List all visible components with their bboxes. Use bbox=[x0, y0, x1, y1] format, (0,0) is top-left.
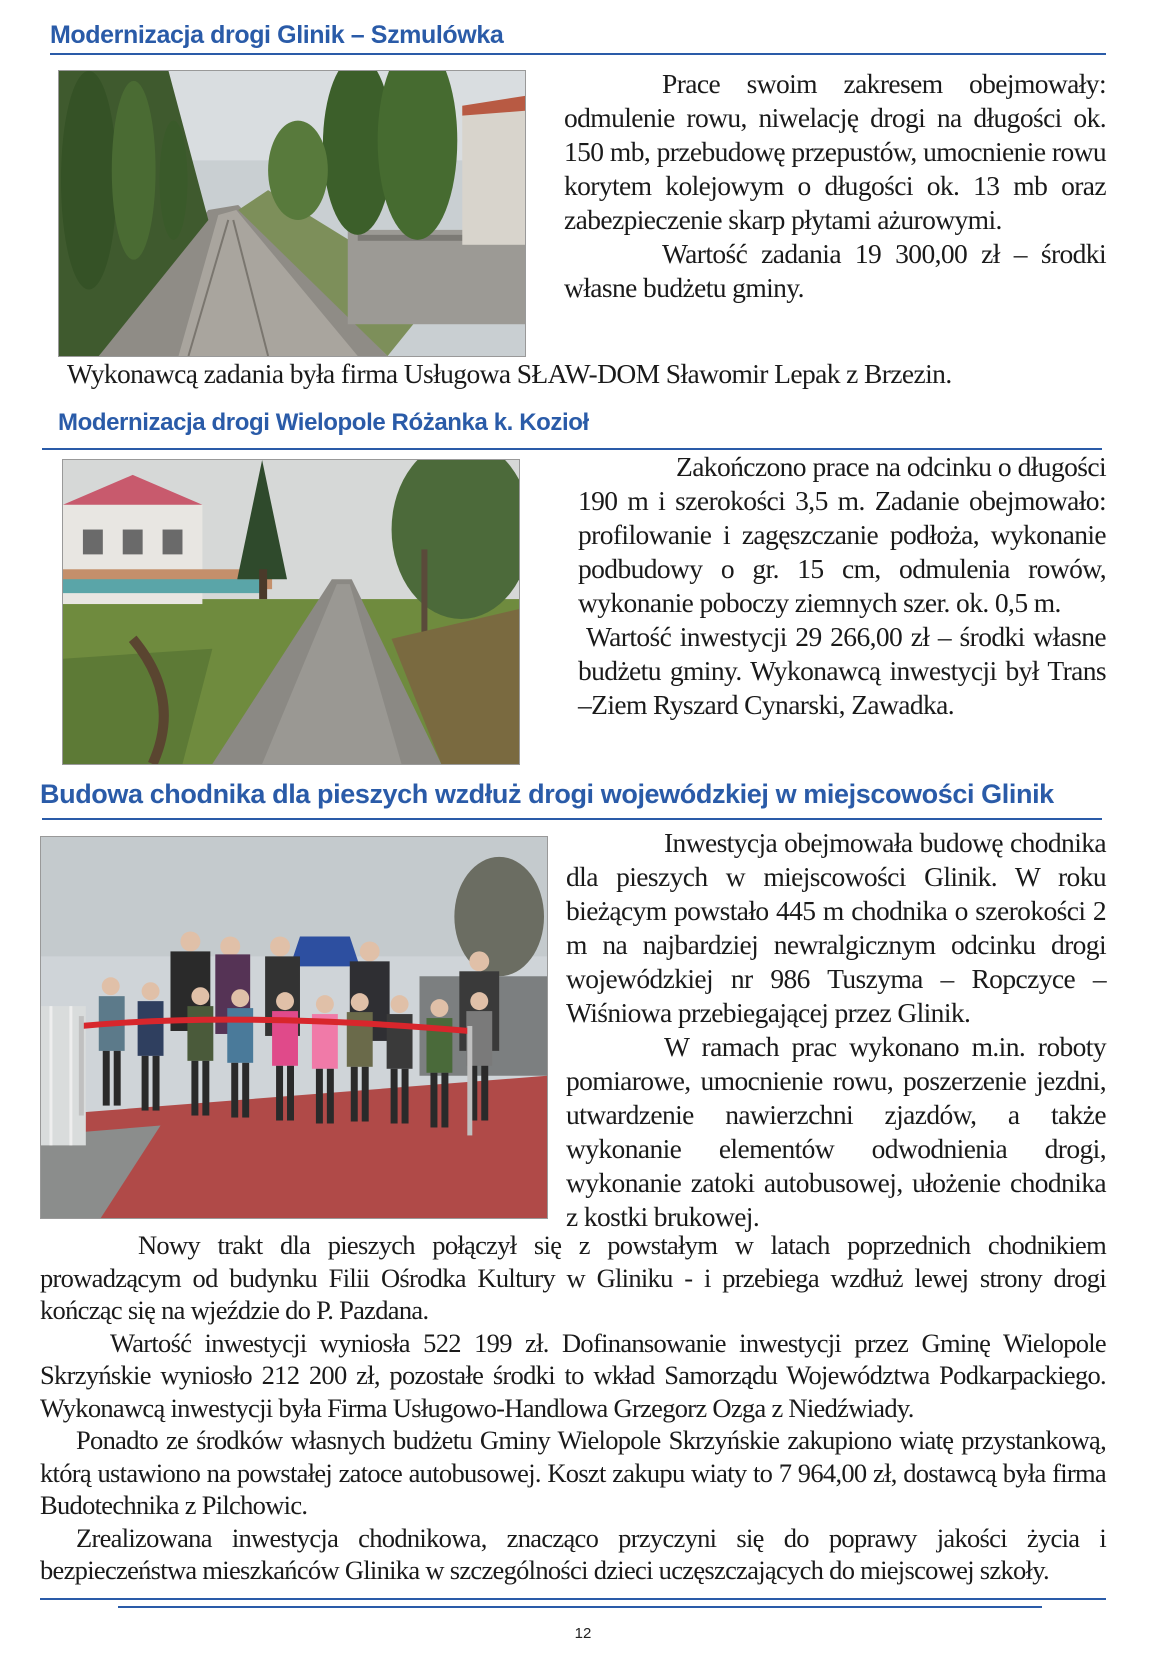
footer-rule-inner bbox=[118, 1606, 1042, 1608]
photo-road-wielopole-rozanka bbox=[62, 459, 520, 765]
section2-heading: Modernizacja drogi Wielopole Różanka k. Kozioł bbox=[58, 409, 589, 436]
photo-road-glinik-szmulowka bbox=[58, 70, 526, 357]
section3-paragraph6: Zrealizowana inwestycja chodnikowa, znacząco przyczyni się do poprawy jakości życia i bezpieczeństwa mieszkańców Glinika w szczególności dzieci uczęszczających do miejscowej szkoły. bbox=[40, 1522, 1106, 1585]
section1-heading: Modernizacja drogi Glinik – Szmulówka bbox=[50, 21, 504, 49]
section3-text-block-right bbox=[566, 826, 1106, 1234]
section3-paragraph2: W ramach prac wykonano m.in. roboty pomiarowe, umocnienie rowu, poszerzenie jezdni, utwardzenie nawierzchni zjazdów, a także wykonanie elementów odwodnienia drogi, wykonanie zatoki autobusowej, ułożenie chodnika z kostki brukowej. bbox=[566, 1031, 1106, 1232]
footer-rule-outer bbox=[40, 1598, 1106, 1600]
section2-paragraph2: Wartość inwestycji 29 266,00 zł – środki własne budżetu gminy. Wykonawcą inwestycji był Trans –Ziem Ryszard Cynarski, Zawadka. bbox=[578, 621, 1106, 720]
section1-contractor: Wykonawcą zadania była firma Usługowa SŁAW-DOM Sławomir Lepak z Brzezin. bbox=[67, 358, 952, 389]
section2-text-block bbox=[578, 450, 1106, 722]
section3-text-block-full bbox=[40, 1229, 1106, 1587]
section1-paragraph1: Prace swoim zakresem obejmowały: odmulenie rowu, niwelację drogi na długości ok. 150 mb, przebudowę przepustów, umocnienie rowu korytem kolejowym o długości ok. 13 mb oraz zabezpieczenie skarp płytami ażurowymi. bbox=[564, 68, 1106, 235]
section3-heading: Budowa chodnika dla pieszych wzdłuż drogi wojewódzkiej w miejscowości Glinik bbox=[40, 779, 1054, 809]
section1-heading-rule bbox=[50, 53, 1106, 55]
section3-paragraph5: Ponadto ze środków własnych budżetu Gminy Wielopole Skrzyńskie zakupiono wiatę przystankową, którą ustawiono na powstałej zatoce autobusowej. Koszt zakupu wiaty to 7 964,00 zł, dostawcą była firma Budotechnika z Pilchowic. bbox=[40, 1425, 1106, 1520]
section3-paragraph3: Nowy trakt dla pieszych połączył się z powstałym w latach poprzednich chodnikiem prowadzącym od budynku Filii Ośrodka Kultury w Gliniku - i przebiega wzdłuż lewej strony drogi kończąc się na wjeździe do P. Pazdana. bbox=[40, 1230, 1106, 1325]
photo-sidewalk-ribbon-cutting bbox=[40, 836, 548, 1219]
section2-paragraph1: Zakończono prace na odcinku o długości 190 m i szerokości 3,5 m. Zadanie obejmowało: profilowanie i zagęszczanie podłoża, wykonanie podbudowy o gr. 15 cm, odmulenia rowów, wykonanie poboczy ziemnych szer. ok. 0,5 m. bbox=[578, 451, 1106, 618]
section3-paragraph4: Wartość inwestycji wyniosła 522 199 zł. Dofinansowanie inwestycji przez Gminę Wielopole Skrzyńskie wyniosło 212 200 zł, pozostałe środki to wkład Samorządu Województwa Podkarpackiego. Wykonawcą inwestycji była Firma Usługowo-Handlowa Grzegorz Ozga z Niedźwiady. bbox=[40, 1327, 1106, 1423]
page-number: 12 bbox=[574, 1625, 592, 1642]
section3-paragraph1: Inwestycja obejmowała budowę chodnika dla pieszych w miejscowości Glinik. W roku bieżącym powstało 445 m chodnika o szerokości 2 m na najbardziej newralgicznym odcinku drogi wojewódzkiej nr 986 Tuszyma – Ropczyce – Wiśniowa przebiegającej przez Glinik. bbox=[566, 827, 1106, 1028]
section1-paragraph2: Wartość zadania 19 300,00 zł – środki własne budżetu gminy. bbox=[564, 238, 1106, 303]
section3-heading-rule bbox=[42, 818, 1102, 820]
section1-text-block bbox=[564, 67, 1106, 305]
